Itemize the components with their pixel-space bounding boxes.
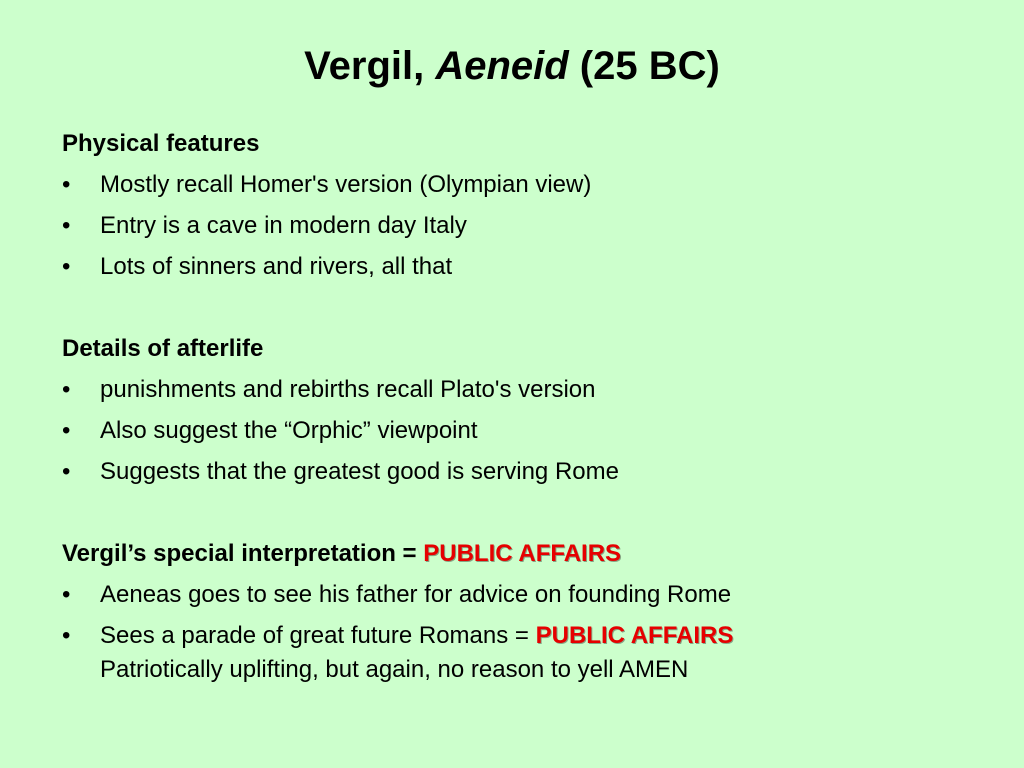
interpretation-heading-text: Vergil’s special interpretation = bbox=[62, 540, 424, 567]
title-prefix: Vergil, bbox=[304, 44, 436, 88]
afterlife-heading: Details of afterlife bbox=[62, 335, 264, 362]
bullet-marker: • bbox=[62, 376, 71, 403]
section-spacer bbox=[62, 492, 962, 533]
list-item-text: Mostly recall Homer's version (Olympian view) bbox=[100, 171, 592, 198]
list-item bbox=[62, 615, 962, 687]
list-item bbox=[62, 369, 962, 410]
public-affairs-highlight: PUBLIC AFFAIRS bbox=[535, 622, 734, 649]
list-item-text: Suggests that the greatest good is serving Rome bbox=[100, 458, 619, 485]
slide-title bbox=[0, 38, 1024, 94]
list-item-text: Lots of sinners and rivers, all that bbox=[100, 253, 453, 280]
public-affairs-highlight: PUBLIC AFFAIRS bbox=[423, 540, 622, 567]
bullet-marker: • bbox=[62, 253, 71, 280]
bullet-marker: • bbox=[62, 458, 71, 485]
list-item-text: Aeneas goes to see his father for advice on founding Rome bbox=[100, 581, 732, 608]
list-item bbox=[62, 246, 962, 287]
title-suffix: (25 BC) bbox=[568, 44, 720, 88]
list-item-text: Sees a parade of great future Romans = bbox=[100, 622, 536, 649]
list-item bbox=[62, 410, 962, 451]
list-item bbox=[62, 451, 962, 492]
list-item bbox=[62, 164, 962, 205]
bullet-marker: • bbox=[62, 171, 71, 198]
bullet-marker: • bbox=[62, 622, 71, 649]
list-item-text: Also suggest the “Orphic” viewpoint bbox=[100, 417, 478, 444]
physical-features-heading: Physical features bbox=[62, 130, 260, 157]
list-item-continuation: Patriotically uplifting, but again, no reason to yell AMEN bbox=[100, 656, 689, 683]
interpretation-heading bbox=[62, 533, 962, 574]
slide-body bbox=[62, 123, 962, 687]
bullet-marker: • bbox=[62, 581, 71, 608]
list-item-text: punishments and rebirths recall Plato's version bbox=[100, 376, 596, 403]
bullet-marker: • bbox=[62, 417, 71, 444]
list-item-text: Entry is a cave in modern day Italy bbox=[100, 212, 467, 239]
bullet-marker: • bbox=[62, 212, 71, 239]
list-item bbox=[62, 574, 962, 615]
list-item bbox=[62, 205, 962, 246]
section-spacer bbox=[62, 287, 962, 328]
title-italic: Aeneid bbox=[435, 44, 569, 88]
